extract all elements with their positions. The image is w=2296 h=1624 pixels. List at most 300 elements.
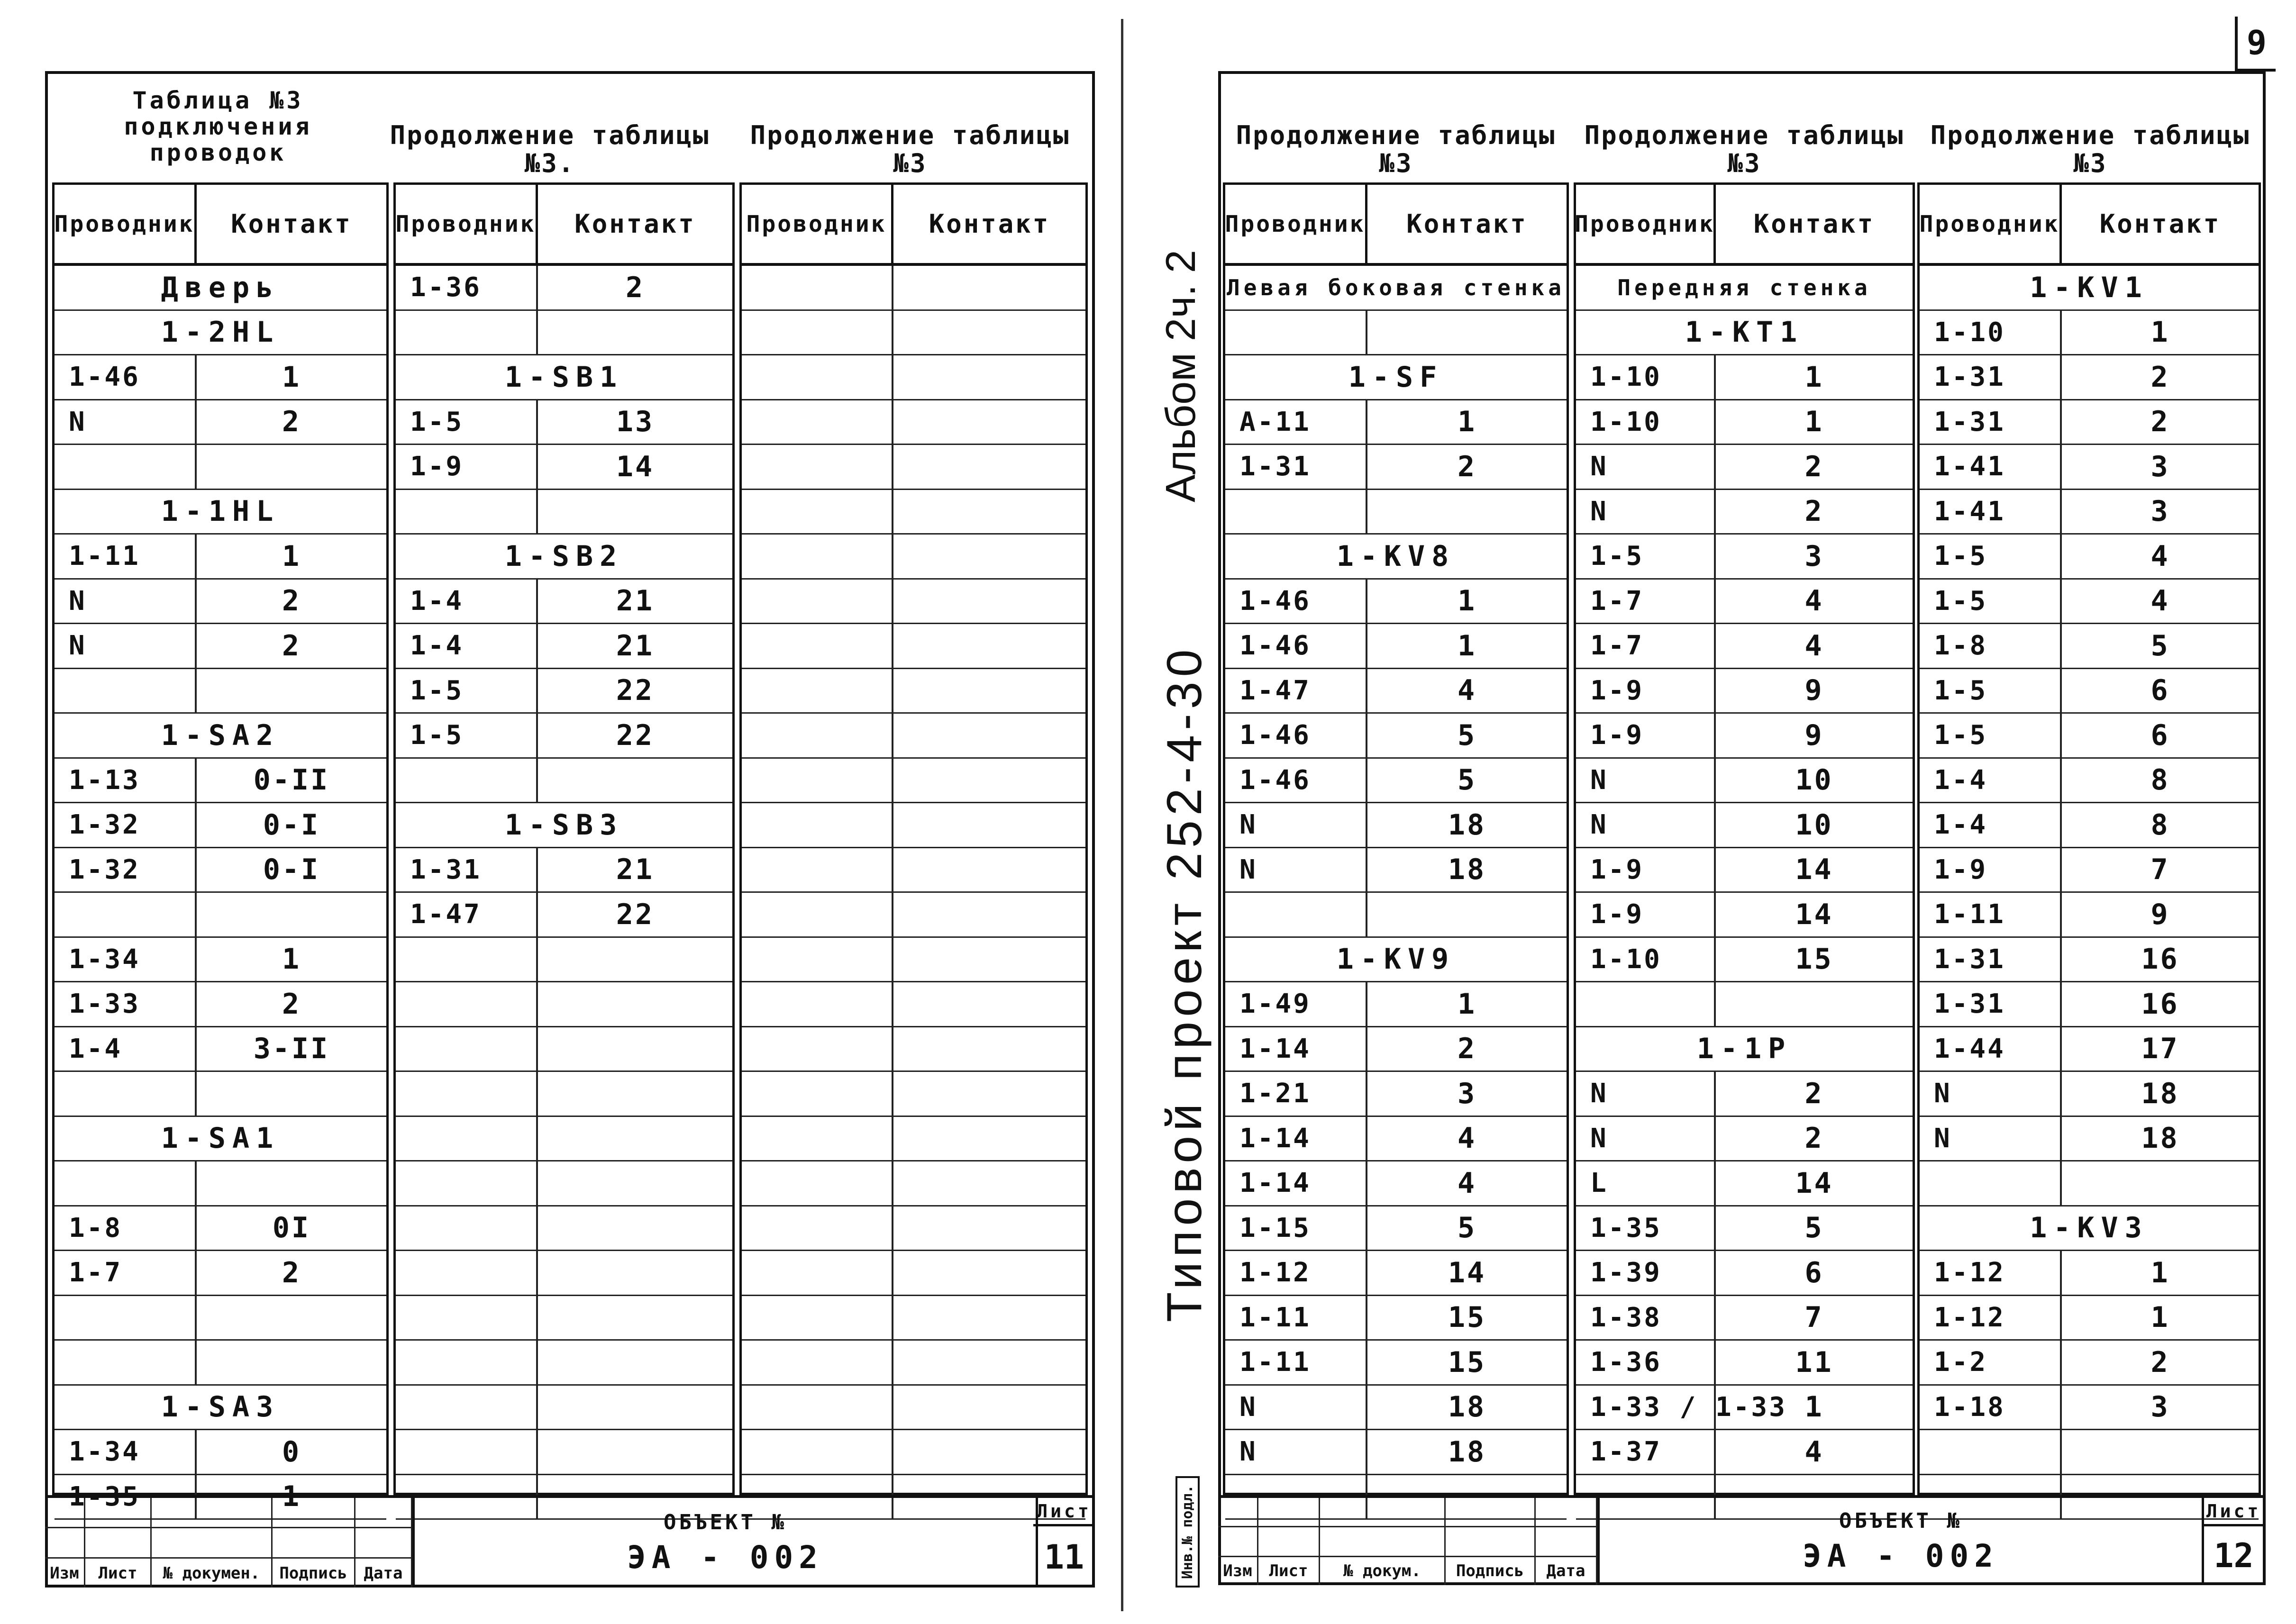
conductor-cell: 1-41 (1920, 445, 2062, 489)
table-row (1225, 848, 1567, 893)
table-row (55, 1251, 386, 1296)
contact-cell (893, 1430, 1085, 1474)
conductor-cell: 1-8 (1920, 624, 2062, 668)
contact-cell: 16 (2141, 943, 2179, 976)
conductor-cell: 1-10 (1576, 400, 1716, 444)
table-row (1920, 938, 2259, 983)
table-row (1225, 1207, 1567, 1252)
conductor-cell (55, 1161, 197, 1205)
contact-cell: 1 (1457, 584, 1477, 618)
left-cont-label-1: Продолжение таблицы №3. (390, 120, 710, 178)
conductor-cell: 1-5 (1576, 535, 1716, 578)
section-heading-row (1920, 266, 2259, 311)
table-row (742, 311, 1085, 356)
conductor-cell: 1-46 (1225, 580, 1367, 623)
contact-cell: 1 (1804, 360, 1824, 394)
stamp-col-sign: Подпись (273, 1559, 355, 1588)
table-row (1576, 400, 1913, 445)
table-row (1576, 535, 1913, 580)
contact-cell: 2 (1457, 1032, 1477, 1066)
contact-cell: 2 (282, 584, 301, 618)
conductor-cell: N (1225, 848, 1367, 892)
contact-cell: 1 (1804, 405, 1824, 439)
conductor-cell: 1-9 (396, 445, 538, 489)
conductor-cell: N (1576, 803, 1716, 847)
contact-cell (893, 1341, 1085, 1384)
conductor-cell: 1-31 (1920, 355, 2062, 399)
contact-cell (538, 490, 732, 534)
conductor-cell (396, 1251, 538, 1295)
conductor-cell (396, 1207, 538, 1250)
conductor-cell: 1-10 (1576, 355, 1716, 399)
table-row (742, 1430, 1085, 1475)
conductor-cell: 1-49 (1225, 982, 1367, 1026)
section-heading: 1-KV1 (2030, 271, 2149, 304)
table-row (1225, 1430, 1567, 1475)
section-heading-row (1576, 1027, 1913, 1072)
conductor-cell: L (1576, 1161, 1716, 1205)
table-row (1576, 1430, 1913, 1475)
contact-cell: 4 (2150, 539, 2170, 573)
contact-cell: 2 (2150, 405, 2170, 439)
conductor-cell: 1-31 (1920, 982, 2062, 1026)
table-row (742, 803, 1085, 848)
conductor-cell: 1-39 (1576, 1251, 1716, 1295)
project-title: Типовой проект 252-4-30 (1157, 644, 1212, 1322)
table-row (1576, 355, 1913, 400)
table-row (1576, 1072, 1913, 1117)
section-heading: 1-KT1 (1685, 316, 1804, 349)
sheet-label: Лист (1033, 1498, 1095, 1526)
conductor-cell (742, 848, 893, 892)
table-row (1225, 1251, 1567, 1296)
conductor-cell: 1-34 (55, 938, 197, 981)
conductor-cell (396, 1296, 538, 1340)
conductor-cell: 1-5 (396, 714, 538, 757)
conductor-cell (742, 311, 893, 354)
section-heading: Передняя стенка (1617, 274, 1871, 300)
contact-cell (893, 490, 1085, 534)
column-header-conductor: Проводник (1225, 185, 1367, 263)
table-row (1225, 580, 1567, 625)
table-row (396, 982, 732, 1027)
contact-cell: 1 (1804, 1390, 1824, 1424)
section-heading-row (55, 1386, 386, 1431)
table-row (1576, 759, 1913, 804)
section-heading: Левая боковая стенка (1227, 274, 1565, 300)
contact-cell: 21 (616, 853, 655, 887)
table-row (396, 400, 732, 445)
contact-cell (1716, 982, 1913, 1026)
section-heading-row (1920, 1207, 2259, 1252)
contact-cell: 14 (1448, 1256, 1486, 1289)
contact-cell: 22 (616, 898, 655, 931)
table-row (1920, 1161, 2259, 1207)
contact-cell (893, 624, 1085, 668)
column-header-conductor: Проводник (742, 185, 893, 263)
table-row (742, 1117, 1085, 1162)
table-row (1225, 1027, 1567, 1072)
contact-cell: 22 (616, 674, 655, 708)
table-row (1225, 624, 1567, 669)
conductor-cell: 1-36 (1576, 1341, 1716, 1384)
conductor-cell: 1-14 (1225, 1027, 1367, 1071)
conductor-cell: 1-9 (1576, 669, 1716, 713)
contact-cell: 10 (1795, 808, 1833, 842)
table-row (1920, 1386, 2259, 1431)
right-cont-label-3: Продолжение таблицы №3 (1930, 120, 2250, 178)
contact-cell: 2 (282, 1256, 301, 1289)
conductor-cell: 1-15 (1225, 1207, 1367, 1250)
contact-cell (538, 1386, 732, 1429)
table-row (1920, 1296, 2259, 1341)
contact-cell: 21 (616, 584, 655, 618)
left-table-3 (739, 182, 1088, 1495)
conductor-cell: N (55, 400, 197, 444)
conductor-cell: 1-5 (396, 400, 538, 444)
table-row (1225, 400, 1567, 445)
conductor-cell: 1-10 (1576, 938, 1716, 981)
left-cont-label-2: Продолжение таблицы №3 (750, 120, 1070, 178)
contact-cell (893, 1117, 1085, 1161)
contact-cell: 14 (1795, 898, 1833, 931)
contact-cell (197, 669, 386, 713)
contact-cell: 3 (2150, 1390, 2170, 1424)
contact-cell (893, 445, 1085, 489)
conductor-cell (396, 1161, 538, 1205)
column-header-conductor: Проводник (1920, 185, 2062, 263)
table-row (55, 1341, 386, 1386)
stamp-col-list: Лист (85, 1559, 152, 1588)
table-row (396, 1341, 732, 1386)
contact-cell: 22 (616, 718, 655, 752)
left-stamp (45, 1495, 1095, 1588)
contact-cell (197, 1341, 386, 1384)
table-row (1225, 982, 1567, 1027)
contact-cell: 14 (1795, 1166, 1833, 1200)
contact-cell (893, 938, 1085, 981)
section-heading-row (55, 714, 386, 759)
conductor-cell: N (1576, 1072, 1716, 1116)
conductor-cell (1225, 490, 1367, 534)
table-row (1225, 445, 1567, 490)
table-row (1225, 893, 1567, 938)
conductor-cell: 1-12 (1920, 1296, 2062, 1340)
conductor-cell: 1-36 (396, 266, 538, 309)
section-heading: 1-SA3 (161, 1390, 280, 1424)
contact-cell: 6 (2150, 718, 2170, 752)
table-row (1920, 311, 2259, 356)
sheet-label: Лист (2202, 1498, 2266, 1526)
conductor-cell: 1-11 (1225, 1296, 1367, 1340)
conductor-cell (742, 1251, 893, 1295)
section-heading: 1-1P (1696, 1032, 1792, 1066)
table-row (742, 266, 1085, 311)
contact-cell (538, 1027, 732, 1071)
table-row (55, 1161, 386, 1207)
contact-cell (893, 669, 1085, 713)
conductor-cell: 1-33 (55, 982, 197, 1026)
table-row (1225, 1296, 1567, 1341)
right-table-3 (1917, 182, 2261, 1495)
contact-cell: 0-I (263, 808, 320, 842)
table-row (742, 1161, 1085, 1207)
conductor-cell: 1-9 (1576, 848, 1716, 892)
conductor-cell: 1-47 (396, 893, 538, 936)
conductor-cell (55, 893, 197, 936)
table-row (1576, 714, 1913, 759)
table-row (742, 490, 1085, 535)
conductor-cell: N (1225, 803, 1367, 847)
conductor-cell: 1-46 (1225, 759, 1367, 802)
object-label: ОБЪЕКТ № (1839, 1509, 1962, 1533)
conductor-cell (396, 759, 538, 802)
conductor-cell: 1-31 (1920, 400, 2062, 444)
table-row (1225, 1117, 1567, 1162)
conductor-cell (742, 714, 893, 757)
contact-cell: 18 (2141, 1077, 2179, 1110)
contact-cell (893, 893, 1085, 936)
inventory-stamp-label: Инв.№ подл. (1175, 1476, 1200, 1588)
contact-cell (893, 355, 1085, 399)
conductor-cell: 1-9 (1576, 893, 1716, 936)
contact-cell (893, 1386, 1085, 1429)
contact-cell (893, 848, 1085, 892)
conductor-cell: N (1576, 759, 1716, 802)
contact-cell (197, 1161, 386, 1205)
contact-cell (1367, 490, 1567, 534)
conductor-cell: 1-2 (1920, 1341, 2062, 1384)
contact-cell (893, 400, 1085, 444)
contact-cell: 0-II (253, 763, 330, 797)
contact-cell: 3 (1804, 539, 1824, 573)
section-heading-row (1225, 535, 1567, 580)
table-row (55, 580, 386, 625)
conductor-cell: N (1576, 445, 1716, 489)
table-row (396, 1251, 732, 1296)
table-row (742, 355, 1085, 400)
contact-cell (538, 1207, 732, 1250)
table-row (742, 535, 1085, 580)
table-row (1225, 1161, 1567, 1207)
table-row (742, 1207, 1085, 1252)
contact-cell: 2 (625, 271, 645, 304)
table-row (1225, 1072, 1567, 1117)
column-header-contact: Контакт (1753, 209, 1875, 239)
sheet-number: 12 (2214, 1536, 2254, 1575)
contact-cell: 4 (1457, 1166, 1477, 1200)
contact-cell (893, 714, 1085, 757)
table-row (55, 535, 386, 580)
table-row (55, 624, 386, 669)
column-header-contact: Контакт (2099, 209, 2221, 239)
section-heading-row (396, 803, 732, 848)
conductor-cell: 1-5 (1920, 714, 2062, 757)
conductor-cell: 1-10 (1920, 311, 2062, 354)
conductor-cell (396, 1072, 538, 1116)
table-row (396, 714, 732, 759)
conductor-cell: 1-5 (1920, 535, 2062, 578)
contact-cell (893, 1207, 1085, 1250)
conductor-cell: 1-18 (1920, 1386, 2062, 1429)
section-heading: 1-SA2 (161, 718, 280, 752)
contact-cell: 1 (282, 943, 301, 976)
table-row (55, 893, 386, 938)
table-row (55, 355, 386, 400)
conductor-cell (1576, 982, 1716, 1026)
table-row (55, 445, 386, 490)
section-heading: 1-2HL (161, 316, 280, 349)
table-row (1225, 311, 1567, 356)
contact-cell (2062, 1430, 2259, 1474)
conductor-cell: 1-9 (1576, 714, 1716, 757)
column-header-conductor: Проводник (396, 185, 538, 263)
contact-cell: 3 (1457, 1077, 1477, 1110)
conductor-cell (742, 669, 893, 713)
contact-cell: 9 (1804, 718, 1824, 752)
contact-cell (893, 311, 1085, 354)
table-row (396, 490, 732, 535)
table-row (1920, 535, 2259, 580)
table-row (1920, 1072, 2259, 1117)
table-row (1576, 893, 1913, 938)
table-row (1576, 624, 1913, 669)
left-table-2 (393, 182, 735, 1495)
section-heading-row (55, 1117, 386, 1162)
contact-cell: 0 (282, 1435, 301, 1469)
table-row (396, 1027, 732, 1072)
table-row (396, 445, 732, 490)
conductor-cell (742, 938, 893, 981)
table-row (742, 1072, 1085, 1117)
table-row (1576, 1296, 1913, 1341)
table-row (742, 938, 1085, 983)
contact-cell: 8 (2150, 763, 2170, 797)
contact-cell (893, 1161, 1085, 1205)
conductor-cell (742, 1027, 893, 1071)
contact-cell: 10 (1795, 763, 1833, 797)
conductor-cell: 1-7 (55, 1251, 197, 1295)
conductor-cell: 1-41 (1920, 490, 2062, 534)
table-row (1920, 624, 2259, 669)
conductor-cell: 1-8 (55, 1207, 197, 1250)
conductor-cell: 1-11 (1920, 893, 2062, 936)
table-row (742, 624, 1085, 669)
contact-cell (2062, 1161, 2259, 1205)
section-heading: 1-SB1 (504, 360, 624, 394)
contact-cell: 2 (282, 629, 301, 662)
contact-cell: 2 (1804, 1077, 1824, 1110)
contact-cell (893, 535, 1085, 578)
conductor-cell: 1-4 (396, 580, 538, 623)
table-row (396, 1430, 732, 1475)
contact-cell: 2 (1804, 495, 1824, 528)
conductor-cell (55, 669, 197, 713)
conductor-cell: 1-37 (1576, 1430, 1716, 1474)
conductor-cell (396, 1430, 538, 1474)
section-heading: 1-1HL (161, 495, 280, 528)
table-row (1225, 759, 1567, 804)
table-row (396, 624, 732, 669)
conductor-cell: N (55, 580, 197, 623)
conductor-cell: N (1576, 490, 1716, 534)
album-label: Альбом 2ч. 2 (1157, 250, 1204, 502)
table-row (1225, 1386, 1567, 1431)
section-heading-row (1576, 311, 1913, 356)
conductor-cell (396, 1027, 538, 1071)
contact-cell: 3-II (253, 1032, 330, 1066)
contact-cell (538, 1072, 732, 1116)
table-row (1576, 580, 1913, 625)
contact-cell (538, 1161, 732, 1205)
contact-cell: 7 (2150, 853, 2170, 887)
table-row (742, 982, 1085, 1027)
conductor-cell (742, 624, 893, 668)
contact-cell: 1 (1457, 987, 1477, 1021)
conductor-cell (742, 803, 893, 847)
contact-cell: 6 (2150, 674, 2170, 708)
contact-cell: 2 (1804, 1122, 1824, 1155)
table-row (1576, 1117, 1913, 1162)
conductor-cell: 1-46 (1225, 624, 1367, 668)
fold-line (1121, 19, 1123, 1611)
conductor-cell: 1-7 (1576, 580, 1716, 623)
contact-cell: 15 (1448, 1345, 1486, 1379)
section-heading: 1-KV8 (1336, 539, 1456, 573)
contact-cell: 1 (1457, 629, 1477, 662)
conductor-cell: 1-5 (1920, 669, 2062, 713)
conductor-cell: 1-11 (55, 535, 197, 578)
conductor-cell (396, 1341, 538, 1384)
column-header-contact: Контакт (231, 209, 352, 239)
contact-cell (1367, 311, 1567, 354)
conductor-cell: 1-31 (1920, 938, 2062, 981)
table-row (1576, 1161, 1913, 1207)
contact-cell: 18 (1448, 853, 1486, 887)
conductor-cell (55, 1296, 197, 1340)
table-row (742, 1386, 1085, 1431)
section-heading-row (1576, 266, 1913, 311)
conductor-cell: N (1920, 1117, 2062, 1161)
table-row (55, 938, 386, 983)
table-row (1920, 1430, 2259, 1475)
contact-cell: 5 (1457, 763, 1477, 797)
contact-cell: 4 (1804, 629, 1824, 662)
table-row (1576, 1386, 1913, 1431)
contact-cell: 1 (2150, 1301, 2170, 1334)
table-row (396, 266, 732, 311)
conductor-cell (396, 490, 538, 534)
table-row (55, 803, 386, 848)
right-table-1 (1223, 182, 1569, 1495)
contact-cell: 11 (1795, 1345, 1833, 1379)
column-header-conductor: Проводник (1576, 185, 1716, 263)
contact-cell: 16 (2141, 987, 2179, 1021)
section-heading: 1-SA1 (161, 1122, 280, 1155)
contact-cell (893, 1027, 1085, 1071)
contact-cell (893, 580, 1085, 623)
contact-cell (538, 759, 732, 802)
table-row (1225, 669, 1567, 714)
conductor-cell: 1-46 (1225, 714, 1367, 757)
contact-cell: 5 (1804, 1211, 1824, 1245)
contact-cell: 2 (2150, 360, 2170, 394)
table-row (55, 759, 386, 804)
table-row (742, 669, 1085, 714)
table-row (1920, 759, 2259, 804)
conductor-cell: 1-4 (1920, 759, 2062, 802)
table-row (742, 1251, 1085, 1296)
